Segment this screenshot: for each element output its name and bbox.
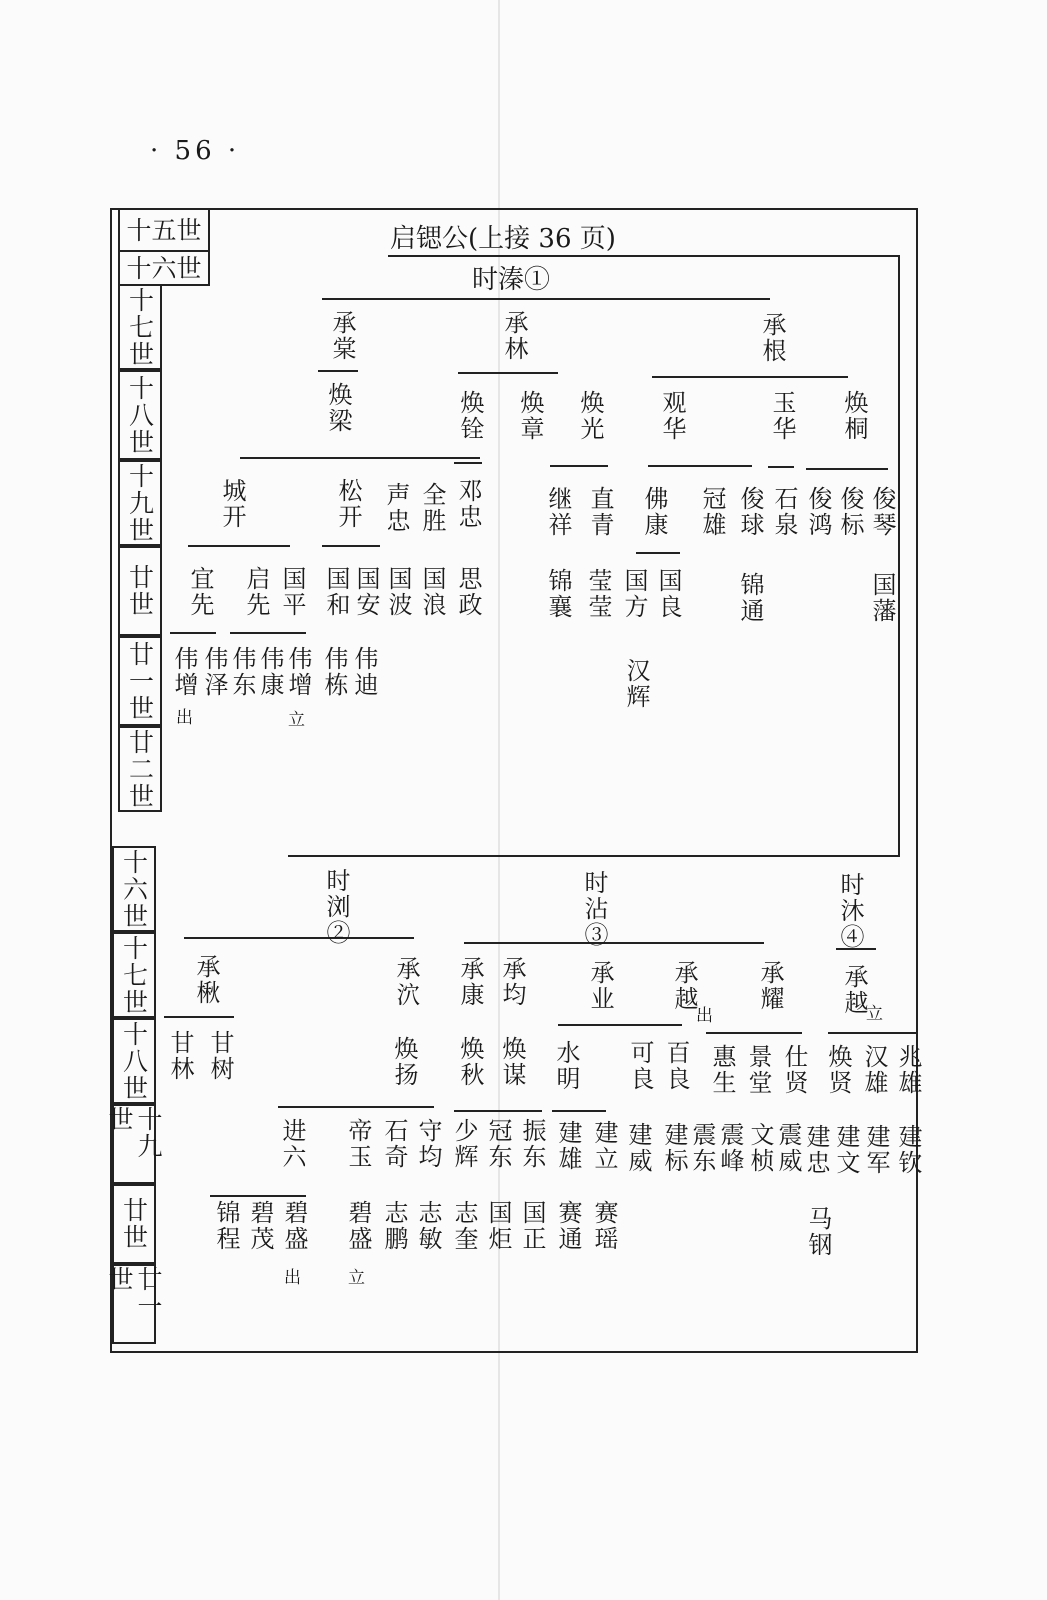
person-jincheng: 锦程 [212, 1200, 240, 1252]
person-chengshu: 承泬 [392, 956, 420, 1008]
person-bisheng-b: 碧盛 [344, 1200, 372, 1252]
person-jianwen: 建文 [832, 1124, 860, 1176]
connector-line [318, 370, 358, 372]
person-bisheng-a: 碧盛 [280, 1200, 308, 1252]
person-jianjun: 建军 [862, 1124, 890, 1176]
person-yingying: 莹莹 [584, 568, 612, 620]
person-magang: 马钢 [804, 1206, 832, 1258]
person-guofang: 国方 [620, 568, 648, 620]
connector-line [322, 298, 770, 300]
connector-line [454, 462, 482, 464]
connector-line [170, 632, 216, 634]
person-huanyang: 焕扬 [390, 1036, 418, 1088]
person-saitong: 赛通 [554, 1200, 582, 1252]
connector-line [454, 1110, 542, 1112]
connector-line [706, 1032, 802, 1034]
connector-line [210, 1195, 306, 1197]
person-junqiu: 俊球 [736, 486, 764, 538]
person-guoliang: 国良 [654, 568, 682, 620]
person-jianxiong: 建雄 [554, 1120, 582, 1172]
person-jingtang: 景堂 [744, 1044, 772, 1096]
person-jianbiao: 建标 [660, 1122, 688, 1174]
person-junqin: 俊琴 [868, 486, 896, 538]
connector-line [458, 372, 558, 374]
person-hanhui: 汉辉 [622, 658, 650, 710]
person-guanxiong: 冠雄 [698, 486, 726, 538]
connector-line [648, 465, 752, 467]
person-sizheng: 思政 [454, 566, 482, 618]
connector-line [240, 457, 480, 459]
person-chengyue-b: 承越 [840, 964, 868, 1016]
person-zhendong: 振东 [518, 1118, 546, 1170]
person-jintong: 锦通 [736, 572, 764, 624]
person-guoping: 国平 [278, 566, 306, 618]
person-chengyao: 承耀 [756, 960, 784, 1012]
connector-line [278, 1106, 434, 1108]
person-guoan: 国安 [352, 566, 380, 618]
connector-line [164, 1016, 234, 1018]
person-shaohui: 少辉 [450, 1118, 478, 1170]
person-bimao: 碧茂 [246, 1200, 274, 1252]
mark-chu: 出 [176, 708, 193, 728]
person-shoujun: 守均 [414, 1118, 442, 1170]
person-weidi: 伟迪 [350, 646, 378, 698]
person-zhenwei: 震威 [774, 1122, 802, 1174]
person-huanmou: 焕谋 [498, 1036, 526, 1088]
person-quansheng: 全胜 [418, 482, 446, 534]
mark-li-c: 立 [348, 1268, 365, 1288]
person-chengjun: 承均 [498, 956, 526, 1008]
person-huanliang: 焕梁 [324, 382, 352, 434]
person-songkai: 松开 [334, 478, 362, 530]
person-qixian: 启先 [242, 566, 270, 618]
person-yixian: 宜先 [186, 566, 214, 618]
connector-line [652, 376, 848, 378]
gen-label-17: 十七世 [118, 284, 162, 370]
root-shizhen: 时溱① [472, 265, 551, 295]
person-shiquan: 石泉 [770, 486, 798, 538]
connector-line [768, 466, 794, 468]
person-guandong: 冠东 [484, 1118, 512, 1170]
person-diyu: 帝玉 [344, 1118, 372, 1170]
connector-line [288, 855, 900, 857]
person-saiyao: 赛瑶 [590, 1200, 618, 1252]
person-chengye: 承业 [586, 960, 614, 1012]
person-ganlin: 甘林 [166, 1030, 194, 1082]
person-chenggen: 承根 [758, 312, 786, 364]
person-guozheng: 国正 [518, 1200, 546, 1252]
person-shixian: 仕贤 [780, 1044, 808, 1096]
person-shengzhong: 声忠 [382, 482, 410, 534]
connector-line [898, 255, 900, 857]
person-huanquan: 焕铨 [456, 390, 484, 442]
person-jianli: 建立 [590, 1120, 618, 1172]
gen-label-16: 十六世 [118, 250, 210, 286]
person-chengkang: 承康 [456, 956, 484, 1008]
person-chengkai: 城开 [218, 478, 246, 530]
person-weikang: 伟康 [256, 646, 284, 698]
person-junhong: 俊鸿 [804, 486, 832, 538]
gen-label-20b: 廿世 [112, 1184, 156, 1264]
connector-line [230, 632, 306, 634]
mark-li-b: 立 [866, 1004, 883, 1024]
mark-li: 立 [288, 710, 305, 730]
person-zhenfeng: 震峰 [716, 1122, 744, 1174]
person-yuhua: 玉华 [768, 390, 796, 442]
gen-label-17b: 十七世 [112, 932, 156, 1018]
person-hanxiong: 汉雄 [860, 1044, 888, 1096]
mark-chu-c: 出 [284, 1268, 301, 1288]
gen-label-19b: 十九世 [112, 1104, 156, 1184]
person-fokang: 佛康 [640, 486, 668, 538]
gen-label-19: 十九世 [118, 460, 162, 546]
person-keliang: 可良 [626, 1040, 654, 1092]
title-heading: 启锶公(上接 36 页) [390, 224, 616, 254]
person-weidong: 伟东 [228, 646, 256, 698]
connector-line [188, 545, 290, 547]
gen-label-21: 廿一世 [118, 636, 162, 726]
person-zhimin: 志敏 [414, 1200, 442, 1252]
person-jianqin: 建钦 [894, 1124, 922, 1176]
person-ganshu: 甘树 [206, 1030, 234, 1082]
person-zhiqing: 直青 [586, 486, 614, 538]
person-huanguang: 焕光 [576, 390, 604, 442]
person-jinliu: 进六 [278, 1118, 306, 1170]
person-huanxian: 焕贤 [824, 1044, 852, 1096]
person-weizeng-a: 伟增 [170, 646, 198, 698]
person-weizeng-b: 伟增 [284, 646, 312, 698]
gen-label-18: 十八世 [118, 370, 162, 460]
person-wenzhen: 文桢 [746, 1122, 774, 1174]
person-zhikui: 志奎 [450, 1200, 478, 1252]
root-shiliu: 时浏② [322, 868, 350, 946]
gen-label-15: 十五世 [118, 208, 210, 252]
person-bailiang: 百良 [662, 1040, 690, 1092]
genealogy-frame [110, 208, 918, 1353]
person-jianwei: 建威 [624, 1122, 652, 1174]
person-huisheng: 惠生 [708, 1044, 736, 1096]
person-junbiao: 俊标 [836, 486, 864, 538]
person-zhipeng: 志鹏 [380, 1200, 408, 1252]
connector-line [828, 1032, 918, 1034]
connector-line [806, 468, 888, 470]
mark-chu-b: 出 [696, 1006, 713, 1026]
person-zhaoxiong: 兆雄 [894, 1044, 922, 1096]
gen-label-20: 廿世 [118, 546, 162, 636]
person-jixiang: 继祥 [544, 486, 572, 538]
person-weize: 伟泽 [200, 646, 228, 698]
person-dengzhong: 邓忠 [454, 478, 482, 530]
root-shizhan: 时沾③ [580, 870, 608, 948]
root-shimu: 时沐④ [836, 872, 864, 950]
person-guolang: 国浪 [418, 566, 446, 618]
connector-line [552, 1110, 606, 1112]
gen-label-16b: 十六世 [112, 846, 156, 932]
connector-line [322, 545, 380, 547]
person-huanqiu: 焕秋 [456, 1036, 484, 1088]
connector-line [550, 465, 608, 467]
person-zhendong-2: 震东 [688, 1122, 716, 1174]
person-guobo: 国波 [384, 566, 412, 618]
person-huantong: 焕桐 [840, 390, 868, 442]
person-jianzhong: 建忠 [802, 1124, 830, 1176]
person-guofan: 国藩 [868, 572, 896, 624]
person-jinxiang: 锦襄 [544, 568, 572, 620]
gen-label-21b: 廿一世 [112, 1264, 156, 1344]
person-guanhua: 观华 [658, 390, 686, 442]
page-number: · 56 · [150, 136, 241, 166]
person-guoju: 国炬 [484, 1200, 512, 1252]
person-huanzhang: 焕章 [516, 390, 544, 442]
person-guohe: 国和 [322, 566, 350, 618]
connector-line [464, 942, 764, 944]
person-chengyue-a: 承越 [670, 960, 698, 1012]
connector-line [558, 1024, 682, 1026]
person-chengtang: 承棠 [328, 310, 356, 362]
person-shiqi: 石奇 [380, 1118, 408, 1170]
person-shuiming: 水明 [552, 1040, 580, 1092]
gen-label-22: 廿二世 [118, 726, 162, 812]
connector-line [388, 255, 900, 257]
connector-line [184, 937, 414, 939]
person-chengqiu: 承楸 [192, 954, 220, 1006]
person-chenglin: 承林 [500, 310, 528, 362]
connector-line [636, 552, 680, 554]
person-weidong-2: 伟栋 [320, 646, 348, 698]
gen-label-18b: 十八世 [112, 1018, 156, 1104]
